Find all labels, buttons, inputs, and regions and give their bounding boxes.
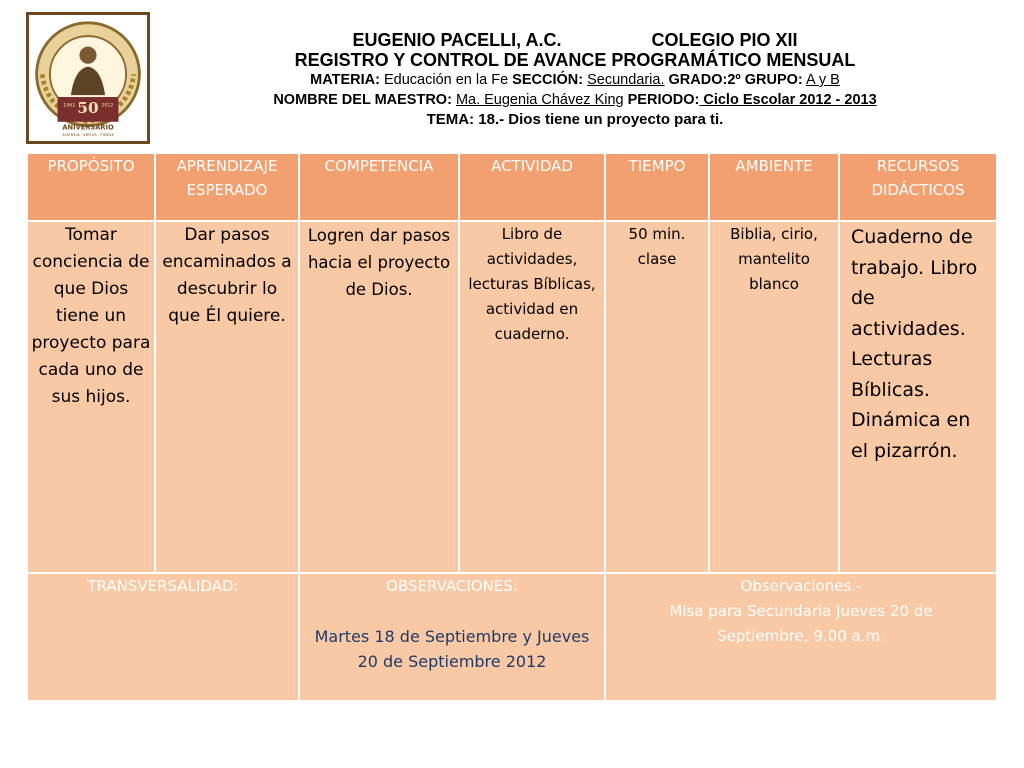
header-line-tema bbox=[160, 110, 990, 130]
actividad-text: Libro de actividades, lecturas Bíblicas, actividad en cuaderno. bbox=[468, 225, 596, 343]
logo-aniversario: ANIVERSARIO bbox=[62, 123, 114, 132]
observaciones2-text: Misa para Secundaria Jueves 20 de Septiembre, 9.00 a.m. bbox=[669, 602, 933, 645]
recursos-text: Cuaderno de trabajo. Libro de actividades. Lecturas Bíblicas. Dinámica en el pizarrón. bbox=[851, 226, 978, 462]
col-header-proposito: PROPÓSITO bbox=[27, 153, 155, 221]
tema-label: TEMA: bbox=[426, 111, 475, 128]
maestro-value: Ma. Eugenia Chávez King bbox=[455, 92, 624, 108]
col-header-tiempo: TIEMPO bbox=[605, 153, 709, 221]
cell-transversalidad bbox=[27, 573, 299, 701]
col-header-recursos: RECURSOS DIDÁCTICOS bbox=[839, 153, 997, 221]
document-header bbox=[160, 30, 990, 130]
logo-year-left: 1962 bbox=[63, 103, 76, 109]
competencia-text: Logren dar pasos hacia el proyecto de Dios. bbox=[307, 226, 451, 299]
table-header-row bbox=[27, 153, 997, 221]
periodo-label: PERIODO: bbox=[627, 92, 700, 108]
col-header-aprendizaje: APRENDIZAJE ESPERADO bbox=[155, 153, 299, 221]
cell-ambiente bbox=[709, 221, 839, 573]
cell-proposito bbox=[27, 221, 155, 573]
proposito-text: Tomar conciencia de que Dios tiene un proyecto para cada uno de sus hijos. bbox=[31, 225, 151, 407]
tema-value: 18.- Dios tiene un proyecto para ti. bbox=[478, 111, 724, 128]
ambiente-text: Biblia, cirio, mantelito blanco bbox=[730, 225, 818, 293]
seccion-value: Secundaria. bbox=[587, 72, 665, 88]
grado-label: GRADO: bbox=[668, 72, 728, 88]
cell-observaciones bbox=[299, 573, 605, 701]
tiempo-text: 50 min. clase bbox=[628, 225, 686, 268]
aprendizaje-text: Dar pasos encaminados a descubrir lo que Él quiere. bbox=[162, 225, 292, 326]
observaciones-label: OBSERVACIONES: bbox=[386, 577, 518, 595]
seal-icon bbox=[29, 15, 147, 141]
materia-value: Educación en la Fe bbox=[384, 72, 509, 88]
institution-name: EUGENIO PACELLI, A.C. bbox=[352, 30, 562, 50]
table-row bbox=[27, 221, 997, 573]
school-logo bbox=[26, 12, 150, 144]
header-line-materia bbox=[160, 70, 990, 90]
cell-recursos bbox=[839, 221, 997, 573]
observaciones-text: Martes 18 de Septiembre y Jueves 20 de Septiembre 2012 bbox=[314, 627, 590, 671]
document-title: REGISTRO Y CONTROL DE AVANCE PROGRAMÁTICO MENSUAL bbox=[294, 50, 856, 70]
col-header-competencia: COMPETENCIA bbox=[299, 153, 459, 221]
program-table bbox=[26, 152, 998, 702]
cell-tiempo bbox=[605, 221, 709, 573]
maestro-label: NOMBRE DEL MAESTRO: bbox=[273, 92, 452, 108]
grado-value: 2º bbox=[727, 72, 741, 88]
header-line-institution bbox=[160, 30, 990, 50]
header-line-maestro bbox=[160, 90, 990, 110]
logo-year-right: 2012 bbox=[101, 103, 114, 109]
transversalidad-label: TRANSVERSALIDAD: bbox=[87, 577, 239, 595]
materia-label: MATERIA: bbox=[310, 72, 380, 88]
logo-motto: SCIENTIA · VIRTUS · FIDESE bbox=[62, 132, 114, 138]
seccion-label: SECCIÓN: bbox=[512, 72, 584, 88]
grupo-value: A y B bbox=[805, 72, 840, 88]
cell-competencia bbox=[299, 221, 459, 573]
school-name: COLEGIO PIO XII bbox=[651, 30, 798, 50]
cell-observaciones-misa bbox=[605, 573, 997, 701]
periodo-value: Ciclo Escolar 2012 - 2013 bbox=[699, 92, 877, 108]
logo-fifty: 50 bbox=[77, 99, 99, 118]
table-footer-row bbox=[27, 573, 997, 701]
grupo-label: GRUPO: bbox=[744, 72, 803, 88]
observaciones2-label: Observaciones.- bbox=[740, 577, 862, 595]
cell-actividad bbox=[459, 221, 605, 573]
col-header-actividad: ACTIVIDAD bbox=[459, 153, 605, 221]
col-header-ambiente: AMBIENTE bbox=[709, 153, 839, 221]
cell-aprendizaje bbox=[155, 221, 299, 573]
